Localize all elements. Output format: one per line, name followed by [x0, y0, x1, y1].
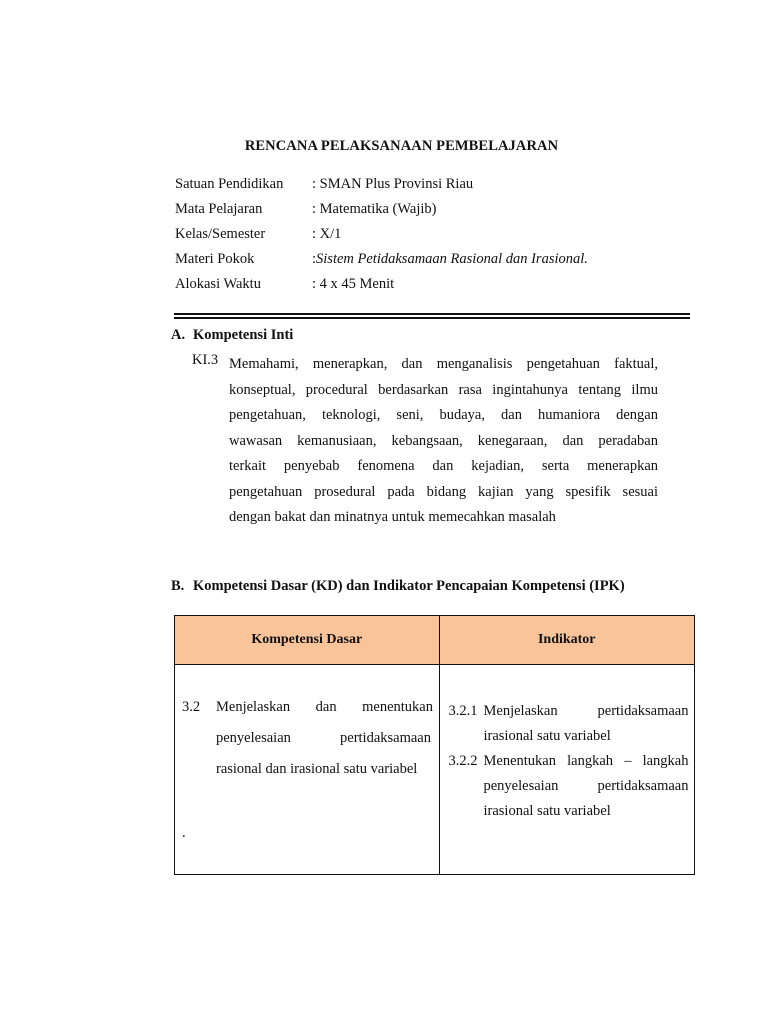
info-value: : Matematika (Wajib) — [312, 201, 437, 217]
ki-number: KI.3 — [192, 352, 219, 368]
info-label: Mata Pelajaran — [175, 201, 263, 217]
info-row-satuan — [175, 175, 588, 200]
indicator-number: 3.2.1 — [448, 703, 478, 719]
table-header-indikator: Indikator — [439, 616, 695, 665]
info-value: Sistem Petidaksamaan Rasional dan Irasional. — [316, 251, 588, 267]
ki-line: konseptual, procedural berdasarkan rasa ingintahunya tentang ilmu — [229, 381, 658, 398]
ki-line: Memahami, menerapkan, dan menganalisis pengetahuan faktual, — [229, 356, 658, 372]
section-title: Kompetensi Dasar (KD) dan Indikator Pencapaian Kompetensi (IPK) — [193, 578, 625, 594]
info-value: : X/1 — [312, 226, 342, 242]
indicator-line: penyelesaian pertidaksamaan — [483, 778, 689, 794]
kd-line: Menjelaskan dan menentukan — [216, 699, 433, 715]
kd-number: 3.2 — [182, 699, 201, 715]
document-title: RENCANA PELAKSANAAN PEMBELAJARAN — [244, 138, 559, 154]
ki-line: pengetahuan prosedural pada bidang kajian yang spesifik sesuai — [229, 483, 658, 500]
ki-paragraph — [229, 352, 658, 531]
ki-line: terkait penyebab fenomena dan kejadian, serta menerapkan — [229, 458, 658, 474]
table-header-kd: Kompetensi Dasar — [175, 616, 440, 665]
section-a-heading — [171, 327, 293, 344]
info-value: : 4 x 45 Menit — [312, 276, 395, 292]
indicator-line: Menjelaskan pertidaksamaan — [483, 703, 689, 719]
kd-line: rasional dan irasional satu variabel — [216, 761, 418, 777]
ki-line: pengetahuan, teknologi, seni, budaya, dan humaniora dengan — [229, 407, 658, 423]
table-row — [175, 665, 695, 875]
section-letter: B. — [171, 578, 185, 594]
section-letter: A. — [171, 327, 186, 343]
info-row-mapel — [175, 200, 588, 225]
indicator-line: irasional satu variabel — [483, 728, 611, 744]
info-colon: : — [312, 251, 317, 267]
kd-line: penyelesaian pertidaksamaan — [216, 730, 431, 746]
ki-line: wawasan kemanusiaan, kebangsaan, kenegaraan, dan peradaban — [229, 432, 658, 449]
info-row-alokasi — [175, 275, 588, 300]
kd-extra-dot: . — [182, 825, 186, 841]
info-label: Alokasi Waktu — [175, 276, 261, 292]
divider-line-top — [174, 313, 690, 315]
list-item — [449, 749, 689, 824]
info-row-kelas — [175, 225, 588, 250]
kd-text — [216, 699, 433, 778]
indicator-line: Menentukan langkah – langkah — [483, 753, 689, 769]
info-label: Materi Pokok — [175, 251, 255, 267]
indikator-cell — [439, 665, 695, 875]
indicator-line: irasional satu variabel — [483, 803, 611, 819]
section-title: Kompetensi Inti — [193, 327, 294, 343]
kd-indikator-table — [174, 615, 695, 875]
indicator-number: 3.2.2 — [448, 753, 478, 769]
section-b-heading — [171, 578, 625, 595]
ki-line: dengan bakat dan minatnya untuk memecahkan masalah — [229, 509, 556, 525]
divider-line-bottom — [174, 317, 690, 319]
info-value: : SMAN Plus Provinsi Riau — [312, 176, 474, 192]
list-item — [449, 699, 689, 749]
table-header-row — [175, 616, 695, 665]
info-block — [175, 175, 588, 300]
indicator-list — [449, 699, 689, 824]
info-row-materi — [175, 250, 588, 275]
info-label: Kelas/Semester — [175, 226, 266, 242]
info-label: Satuan Pendidikan — [175, 176, 284, 192]
kd-cell — [175, 665, 440, 875]
